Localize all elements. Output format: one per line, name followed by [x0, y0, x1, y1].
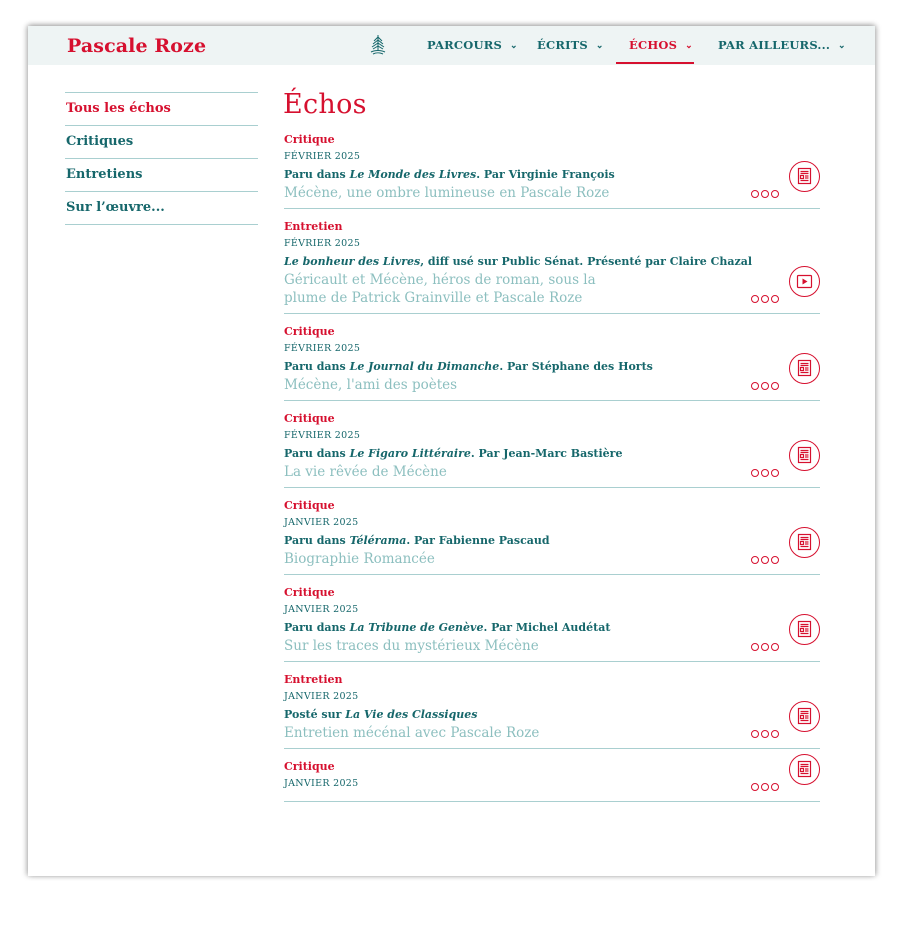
echo-entry[interactable] [284, 759, 820, 802]
entry-source-suffix: . Par Jean-Marc Bastière [470, 447, 623, 460]
entry-source [284, 255, 820, 269]
entry-source [284, 360, 820, 374]
article-icon[interactable] [789, 353, 820, 384]
entry-title[interactable]: Géricault et Mécène, héros de roman, sous la plume de Patrick Grainville et Pascale Roze [284, 272, 596, 306]
nav-ecrits-label: ÉCRITS [537, 38, 588, 52]
article-icon[interactable] [789, 440, 820, 471]
site-header [28, 26, 875, 65]
more-icon[interactable] [749, 288, 779, 297]
sidebar-item-critiques[interactable]: Critiques [65, 125, 258, 158]
entry-category: Critique [284, 760, 335, 773]
entry-category: Critique [284, 133, 335, 146]
entry-category: Critique [284, 586, 335, 599]
entry-title[interactable]: Biographie Romancée [284, 551, 435, 567]
entry-source-suffix: . Par Virginie François [476, 168, 615, 181]
entry-title[interactable]: Sur les traces du mystérieux Mécène [284, 638, 539, 654]
more-icon[interactable] [749, 723, 779, 732]
article-icon[interactable] [789, 527, 820, 558]
entry-source-prefix: Paru dans [284, 534, 350, 547]
nav-parcours[interactable] [427, 38, 518, 52]
entry-source [284, 708, 820, 722]
nav-echos[interactable] [629, 38, 693, 52]
entry-source-prefix: Posté sur [284, 708, 346, 721]
echo-entry[interactable] [284, 411, 820, 488]
entry-date: FÉVRIER 2025 [284, 238, 361, 249]
entry-source-publication: La Vie des Classiques [345, 708, 478, 721]
entry-source [284, 621, 820, 635]
entry-source [284, 447, 820, 461]
echos-list [284, 132, 820, 812]
entry-title[interactable]: Mécène, l'ami des poètes [284, 377, 458, 393]
more-icon[interactable] [749, 462, 779, 471]
entry-source-publication: Télérama [349, 534, 407, 547]
sidebar-item-tous-les-echos[interactable]: Tous les échos [65, 92, 258, 125]
chevron-down-icon: ⌄ [509, 41, 518, 51]
entry-source [284, 534, 820, 548]
browser-frame [28, 26, 875, 876]
entry-category: Critique [284, 412, 335, 425]
tree-icon[interactable] [369, 34, 387, 60]
entry-source-prefix: Paru dans [284, 621, 350, 634]
entry-date: JANVIER 2025 [284, 778, 359, 789]
nav-par-ailleurs-label: PAR AILLEURS... [718, 38, 831, 52]
entry-category: Critique [284, 499, 335, 512]
chevron-down-icon: ⌄ [595, 41, 604, 51]
entry-source-publication: Le Journal du Dimanche [349, 360, 500, 373]
nav-active-indicator [616, 62, 694, 64]
echo-entry[interactable] [284, 672, 820, 749]
more-icon[interactable] [749, 549, 779, 558]
entry-category: Critique [284, 325, 335, 338]
entry-source-publication: Le bonheur des Livres [284, 255, 421, 268]
sidebar-item-sur-l-oeuvre[interactable]: Sur l’œuvre... [65, 191, 258, 225]
nav-echos-label: ÉCHOS [629, 38, 678, 52]
entry-date: JANVIER 2025 [284, 691, 359, 702]
entry-source-publication: Le Monde des Livres [349, 168, 477, 181]
chevron-down-icon: ⌄ [838, 41, 846, 51]
entry-source [284, 168, 820, 182]
entry-date: JANVIER 2025 [284, 604, 359, 615]
echo-entry[interactable] [284, 585, 820, 662]
chevron-down-icon: ⌄ [685, 41, 693, 51]
entry-source-prefix: Paru dans [284, 447, 350, 460]
entry-source-suffix: . Par Stéphane des Horts [499, 360, 653, 373]
echo-entry[interactable] [284, 498, 820, 575]
entry-category: Entretien [284, 220, 343, 233]
echo-entry[interactable] [284, 132, 820, 209]
article-icon[interactable] [789, 701, 820, 732]
entry-source-suffix: . Par Fabienne Pascaud [406, 534, 550, 547]
entry-source-publication: La Tribune de Genève [349, 621, 484, 634]
entry-date: JANVIER 2025 [284, 517, 359, 528]
entry-source-prefix: Paru dans [284, 360, 350, 373]
bottom-fade [28, 806, 875, 876]
sidebar-item-entretiens[interactable]: Entretiens [65, 158, 258, 191]
entry-source-suffix: , diff usé sur Public Sénat. Présenté par Claire Chazal [420, 255, 752, 268]
site-logo[interactable]: Pascale Roze [67, 35, 207, 57]
entry-title[interactable]: La vie rêvée de Mécène [284, 464, 447, 480]
entry-date: FÉVRIER 2025 [284, 430, 361, 441]
video-icon[interactable] [789, 266, 820, 297]
nav-par-ailleurs[interactable] [718, 38, 846, 52]
nav-parcours-label: PARCOURS [427, 38, 502, 52]
entry-source-prefix: Paru dans [284, 168, 350, 181]
entry-title[interactable]: Entretien mécénal avec Pascale Roze [284, 725, 540, 741]
nav-ecrits[interactable] [537, 38, 604, 52]
entry-title[interactable]: Mécène, une ombre lumineuse en Pascale Roze [284, 185, 610, 201]
entry-date: FÉVRIER 2025 [284, 151, 361, 162]
article-icon[interactable] [789, 754, 820, 785]
entry-date: FÉVRIER 2025 [284, 343, 361, 354]
more-icon[interactable] [749, 375, 779, 384]
more-icon[interactable] [749, 776, 779, 785]
page-title: Échos [283, 89, 367, 120]
more-icon[interactable] [749, 183, 779, 192]
echo-entry[interactable] [284, 219, 820, 314]
entry-source-suffix: . Par Michel Audétat [483, 621, 611, 634]
entry-source-publication: Le Figaro Littéraire [349, 447, 471, 460]
more-icon[interactable] [749, 636, 779, 645]
sidebar [65, 92, 258, 225]
article-icon[interactable] [789, 161, 820, 192]
echo-entry[interactable] [284, 324, 820, 401]
article-icon[interactable] [789, 614, 820, 645]
entry-category: Entretien [284, 673, 343, 686]
